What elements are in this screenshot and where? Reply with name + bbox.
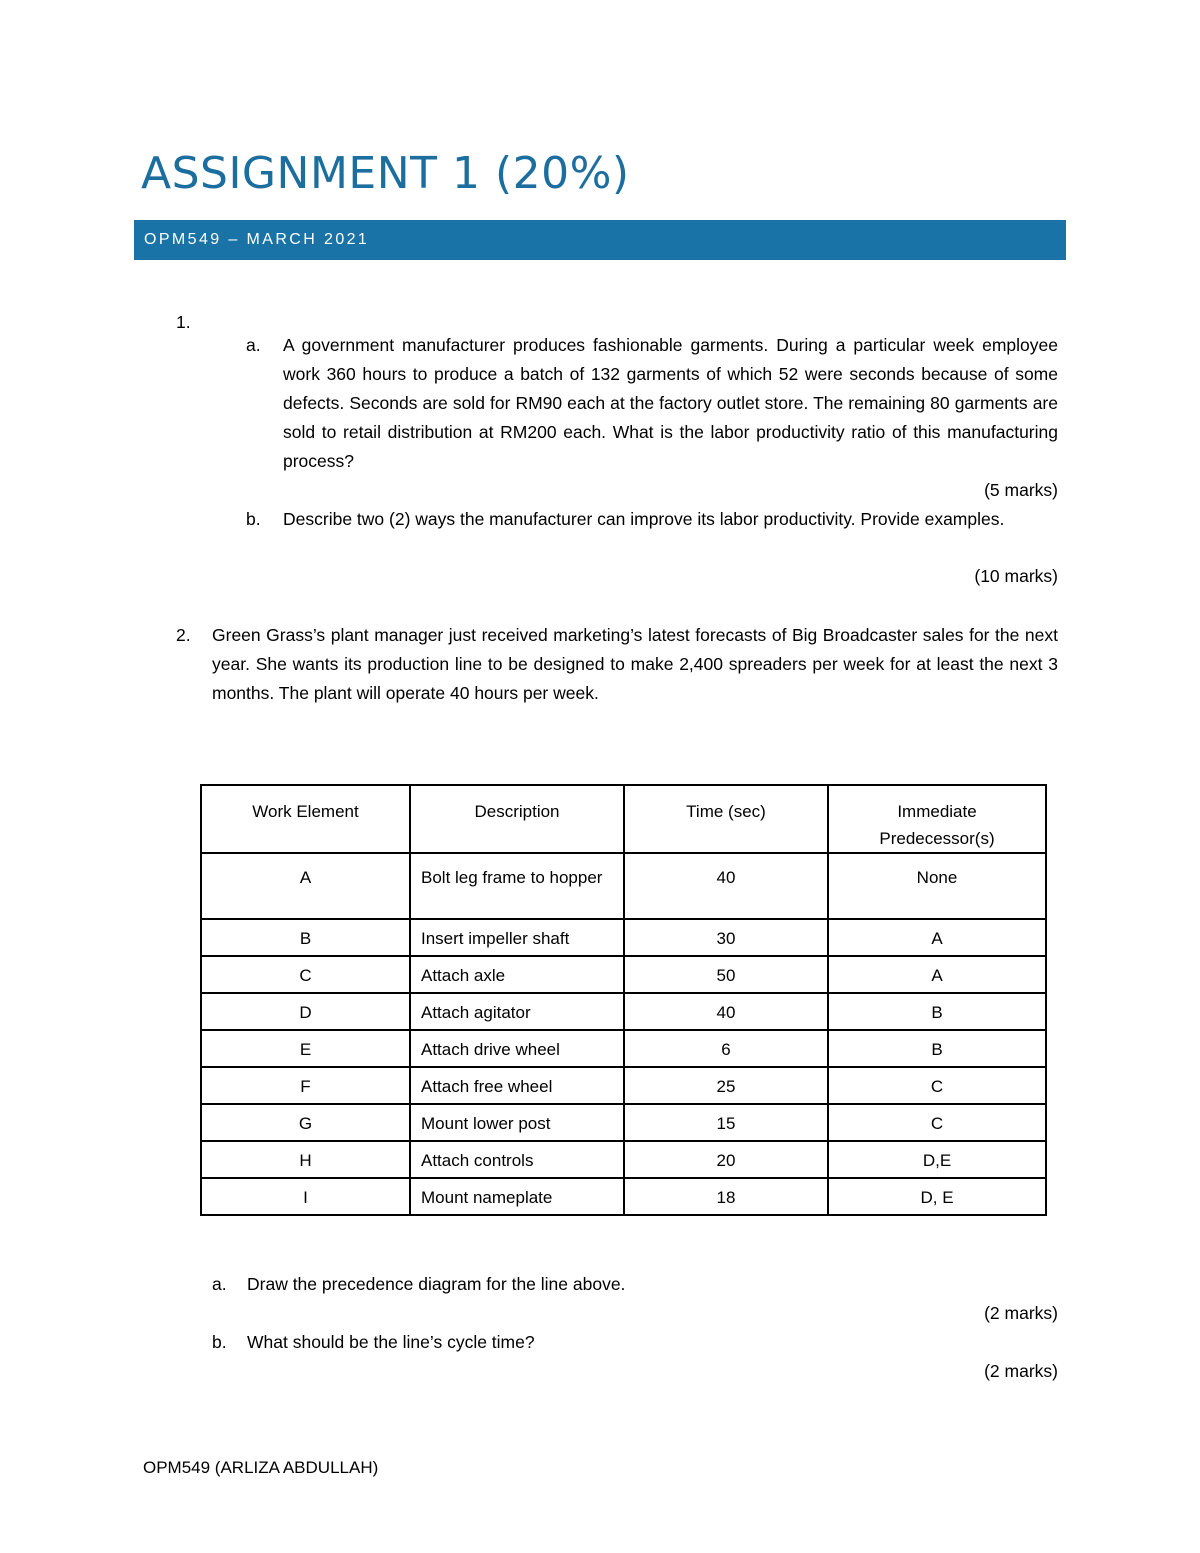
cell-element: I <box>201 1178 410 1215</box>
cell-description: Mount lower post <box>410 1104 624 1141</box>
table-row <box>201 1030 1046 1067</box>
cell-time: 18 <box>624 1178 828 1215</box>
cell-description: Attach drive wheel <box>410 1030 624 1067</box>
cell-time: 6 <box>624 1030 828 1067</box>
assignment-title: ASSIGNMENT 1 (20%) <box>141 148 630 199</box>
cell-element: D <box>201 993 410 1030</box>
table-row <box>201 1178 1046 1215</box>
cell-description: Insert impeller shaft <box>410 919 624 956</box>
question-2-number: 2. <box>176 625 191 645</box>
table-row <box>201 956 1046 993</box>
cell-predecessor: None <box>828 853 1046 919</box>
course-header-band <box>134 220 1066 260</box>
header-description: Description <box>410 785 624 853</box>
question-2-text: Green Grass’s plant manager just received marketing’s latest forecasts of Big Broadcaster sales for the next year. She wants its production line to be designed to make 2,400 spreaders per week for at least the next 3 months. The plant will operate 40 hours per week. <box>212 625 1058 703</box>
cell-predecessor: B <box>828 1030 1046 1067</box>
cell-description: Attach agitator <box>410 993 624 1030</box>
cell-time: 40 <box>624 993 828 1030</box>
table-row <box>201 1067 1046 1104</box>
cell-predecessor: B <box>828 993 1046 1030</box>
cell-element: C <box>201 956 410 993</box>
page-footer: OPM549 (ARLIZA ABDULLAH) <box>143 1458 379 1477</box>
header-work-element: Work Element <box>201 785 410 853</box>
cell-element: B <box>201 919 410 956</box>
header-predecessors: Immediate Predecessor(s) <box>828 785 1046 853</box>
header-time: Time (sec) <box>624 785 828 853</box>
cell-predecessor: D,E <box>828 1141 1046 1178</box>
table-row <box>201 853 1046 919</box>
question-1-number: 1. <box>176 312 191 332</box>
cell-time: 40 <box>624 853 828 919</box>
cell-predecessor: C <box>828 1104 1046 1141</box>
table-header-row <box>201 785 1046 853</box>
question-1a-letter: a. <box>246 335 261 355</box>
question-2b-text: What should be the line’s cycle time? <box>247 1332 535 1352</box>
table-row <box>201 1141 1046 1178</box>
question-2a-marks: (2 marks) <box>984 1303 1058 1323</box>
cell-time: 25 <box>624 1067 828 1104</box>
course-code-label: OPM549 – MARCH 2021 <box>144 231 370 248</box>
cell-element: H <box>201 1141 410 1178</box>
question-2b-marks: (2 marks) <box>984 1361 1058 1381</box>
table-row <box>201 1104 1046 1141</box>
cell-description: Attach controls <box>410 1141 624 1178</box>
cell-element: F <box>201 1067 410 1104</box>
cell-time: 15 <box>624 1104 828 1141</box>
table-row <box>201 919 1046 956</box>
question-2a-letter: a. <box>212 1274 227 1294</box>
table-row <box>201 993 1046 1030</box>
question-1b-marks: (10 marks) <box>974 566 1058 586</box>
question-1a-marks: (5 marks) <box>984 480 1058 500</box>
cell-predecessor: D, E <box>828 1178 1046 1215</box>
question-1b-letter: b. <box>246 509 261 529</box>
cell-time: 20 <box>624 1141 828 1178</box>
cell-predecessor: C <box>828 1067 1046 1104</box>
question-2b-letter: b. <box>212 1332 227 1352</box>
question-1a-text: A government manufacturer produces fashionable garments. During a particular week employee work 360 hours to produce a batch of 132 garments of which 52 were seconds because of some defects. Seconds are sold for RM90 each at the factory outlet store. The remaining 80 garments are sold to retail distribution at RM200 each. What is the labor productivity ratio of this manufacturing process? <box>283 335 1058 471</box>
question-2a-text: Draw the precedence diagram for the line above. <box>247 1274 626 1294</box>
work-elements-table <box>200 784 1047 1216</box>
cell-element: G <box>201 1104 410 1141</box>
cell-description: Mount nameplate <box>410 1178 624 1215</box>
cell-description: Bolt leg frame to hopper <box>410 853 624 919</box>
cell-time: 30 <box>624 919 828 956</box>
cell-element: A <box>201 853 410 919</box>
question-1b-text: Describe two (2) ways the manufacturer can improve its labor productivity. Provide examples. <box>283 509 1005 529</box>
cell-predecessor: A <box>828 956 1046 993</box>
cell-element: E <box>201 1030 410 1067</box>
cell-time: 50 <box>624 956 828 993</box>
cell-predecessor: A <box>828 919 1046 956</box>
cell-description: Attach axle <box>410 956 624 993</box>
cell-description: Attach free wheel <box>410 1067 624 1104</box>
